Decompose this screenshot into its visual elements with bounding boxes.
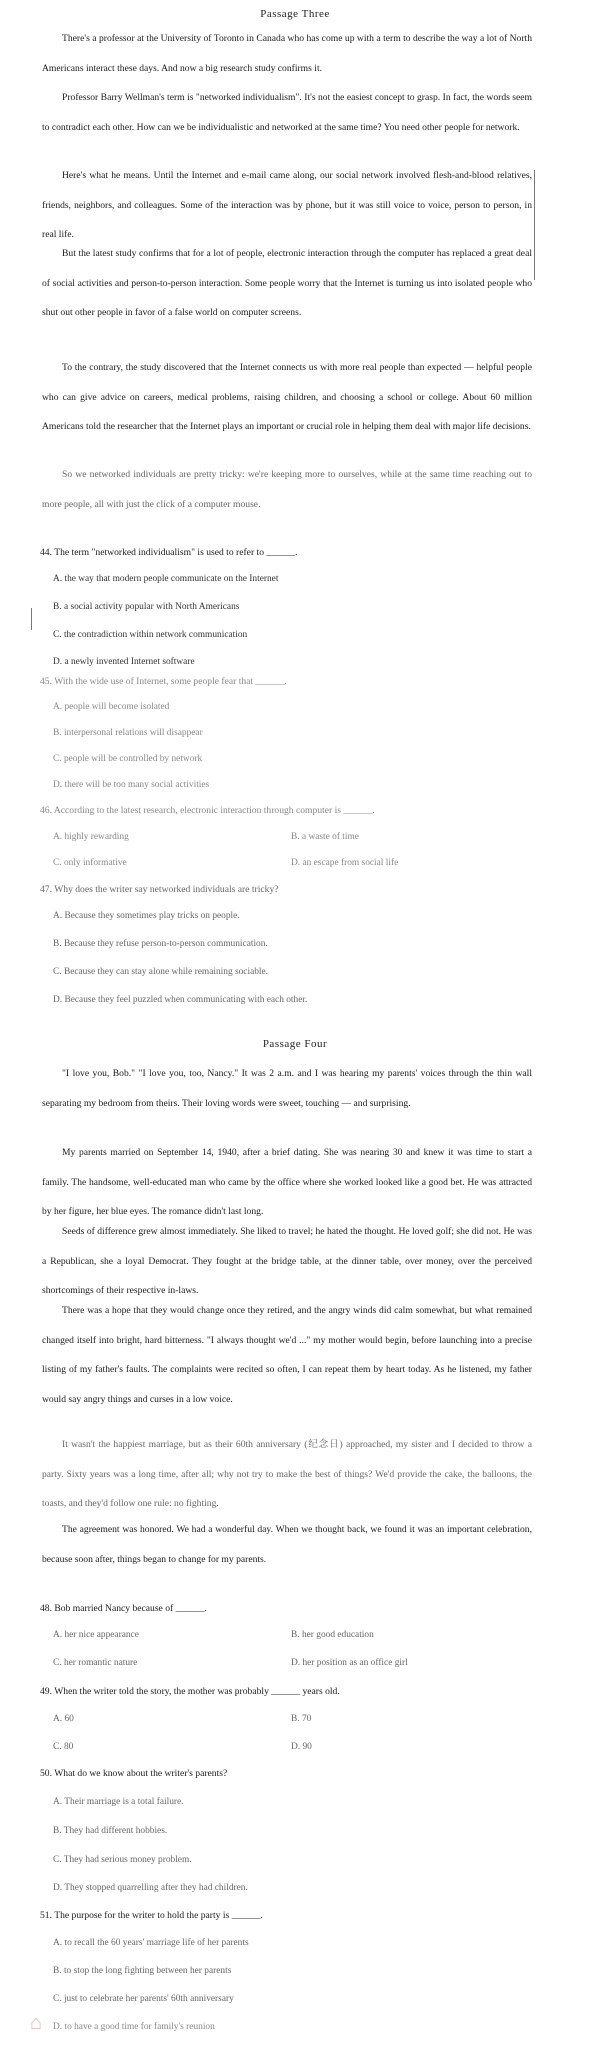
q45-option-d: D. there will be too many social activities bbox=[53, 780, 210, 790]
q46-option-a: A. highly rewarding bbox=[53, 832, 129, 842]
q49-option-c: C. 80 bbox=[53, 1742, 74, 1752]
passage-four-paragraph-3: Seeds of difference grew almost immediately. She liked to travel; he hated the thought. He loved golf; she did not. He was a Republican, she a loyal Democrat. They fought at the bridge table, at the dinner table, over money, over the perceived shortcomings of their respective in-laws. bbox=[42, 1226, 532, 1296]
q51-option-d: D. to have a good time for family's reunion bbox=[53, 2022, 215, 2032]
q47-option-c: C. Because they can stay alone while remaining sociable. bbox=[53, 967, 269, 977]
passage-three-paragraph-3: Here's what he means. Until the Internet and e-mail came along, our social network involved flesh-and-blood relatives, friends, neighbors, and colleagues. Some of the interaction was by phone, but it was still voice to voice, person to person, in real life. bbox=[42, 170, 532, 240]
q51-option-c: C. just to celebrate her parents' 60th anniversary bbox=[53, 1994, 234, 2004]
q48-option-d: D. her position as an office girl bbox=[291, 1658, 408, 1668]
q44-option-c: C. the contradiction within network communication bbox=[53, 630, 248, 640]
passage-four-title: Passage Four bbox=[262, 1038, 328, 1050]
question-44: 44. The term "networked individualism" is used to refer to ______. bbox=[40, 547, 298, 558]
q47-option-b: B. Because they refuse person-to-person communication. bbox=[53, 939, 268, 949]
passage-three-paragraph-6: So we networked individuals are pretty tricky: we're keeping more to ourselves, while at the same time reaching out to more people, all with just the click of a computer mouse. bbox=[42, 469, 532, 510]
passage-four-paragraph-2: My parents married on September 14, 1940, after a brief dating. She was nearing 30 and knew it was time to start a family. The handsome, well-educated man who came by the office where she worked looked like a good bet. He was attracted by her figure, her blue eyes. The romance didn't last long. bbox=[42, 1147, 532, 1217]
q47-option-d: D. Because they feel puzzled when communicating with each other. bbox=[53, 995, 308, 1005]
q49-option-a: A. 60 bbox=[53, 1714, 74, 1724]
q50-option-a: A. Their marriage is a total failure. bbox=[53, 1797, 184, 1807]
passage-four-paragraph-4: There was a hope that they would change once they retired, and the angry winds did calm somewhat, but what remained changed itself into bright, hard bitterness. "I always thought we'd ..." my mother would begin, before launching into a precise listing of my father's faults. The complaints were recited so often, I can repeat them by heart today. As he listened, my father would say angry things and curses in a low voice. bbox=[42, 1305, 532, 1405]
passage-three-paragraph-4: But the latest study confirms that for a lot of people, electronic interaction through the computer has replaced a great deal of social activities and person-to-person interaction. Some people worry that the Internet is turning us into isolated people who shut out other people in favor of a false world on computer screens. bbox=[42, 248, 532, 318]
q45-option-b: B. interpersonal relations will disappear bbox=[53, 728, 203, 738]
q51-option-a: A. to recall the 60 years' marriage life of her parents bbox=[53, 1938, 249, 1948]
question-47: 47. Why does the writer say networked individuals are tricky? bbox=[40, 884, 279, 895]
watermark-seal-icon: ⌂ bbox=[30, 2012, 43, 2034]
passage-three-paragraph-1: There's a professor at the University of Toronto in Canada who has come up with a term to describe the way a lot of North Americans interact these days. And now a big research study confirms it. bbox=[42, 33, 532, 74]
question-50: 50. What do we know about the writer's parents? bbox=[40, 1768, 228, 1779]
passage-four-paragraph-5: It wasn't the happiest marriage, but as their 60th anniversary (纪念日) approached, my sister and I decided to throw a party. Sixty years was a long time, after all; why not try to make the best of things? We'd provide the cake, the balloons, the toasts, and they'd follow one rule: no fighting. bbox=[42, 1439, 532, 1509]
q46-option-c: C. only informative bbox=[53, 858, 127, 868]
passage-three-paragraph-2: Professor Barry Wellman's term is "networked individualism". It's not the easiest concept to grasp. In fact, the words seem to contradict each other. How can we be individualistic and networked at the same time? You need other people for network. bbox=[42, 92, 532, 133]
q50-option-c: C. They had serious money problem. bbox=[53, 1855, 192, 1865]
q45-option-c: C. people will be controlled by network bbox=[53, 754, 203, 764]
q48-option-b: B. her good education bbox=[291, 1630, 374, 1640]
q48-option-c: C. her romantic nature bbox=[53, 1658, 138, 1668]
q46-option-d: D. an escape from social life bbox=[291, 858, 399, 868]
q46-option-b: B. a waste of time bbox=[291, 832, 359, 842]
question-49: 49. When the writer told the story, the mother was probably ______ years old. bbox=[40, 1686, 340, 1697]
q45-option-a: A. people will become isolated bbox=[53, 702, 170, 712]
margin-mark bbox=[31, 608, 32, 630]
question-45: 45. With the wide use of Internet, some people fear that ______. bbox=[40, 676, 287, 687]
passage-three-title: Passage Three bbox=[260, 8, 330, 20]
q44-option-d: D. a newly invented Internet software bbox=[53, 657, 195, 667]
passage-three-paragraph-5: To the contrary, the study discovered that the Internet connects us with more real people than expected — helpful people who can give advice on careers, medical problems, raising children, and choosing a school or college. About 60 million Americans told the researcher that the Internet plays an important or crucial role in helping them deal with major life decisions. bbox=[42, 362, 532, 432]
q47-option-a: A. Because they sometimes play tricks on people. bbox=[53, 911, 240, 921]
q48-option-a: A. her nice appearance bbox=[53, 1630, 139, 1640]
passage-four-paragraph-6: The agreement was honored. We had a wonderful day. When we thought back, we found it was an important celebration, because soon after, things began to change for my parents. bbox=[42, 1524, 532, 1565]
passage-four-paragraph-1: "I love you, Bob." "I love you, too, Nancy." It was 2 a.m. and I was hearing my parents' voices through the thin wall separating my bedroom from theirs. Their loving words were sweet, touching — and surprising. bbox=[42, 1068, 532, 1109]
question-51: 51. The purpose for the writer to hold the party is ______. bbox=[40, 1910, 263, 1921]
q50-option-b: B. They had different hobbies. bbox=[53, 1826, 168, 1836]
q44-option-a: A. the way that modern people communicate on the Internet bbox=[53, 574, 279, 584]
margin-mark bbox=[534, 170, 535, 280]
question-48: 48. Bob married Nancy because of ______. bbox=[40, 1603, 207, 1614]
q49-option-b: B. 70 bbox=[291, 1714, 312, 1724]
q50-option-d: D. They stopped quarrelling after they had children. bbox=[53, 1883, 248, 1893]
q51-option-b: B. to stop the long fighting between her parents bbox=[53, 1966, 232, 1976]
q44-option-b: B. a social activity popular with North Americans bbox=[53, 602, 240, 612]
q49-option-d: D. 90 bbox=[291, 1742, 312, 1752]
question-46: 46. According to the latest research, electronic interaction through computer is ______. bbox=[40, 805, 375, 816]
